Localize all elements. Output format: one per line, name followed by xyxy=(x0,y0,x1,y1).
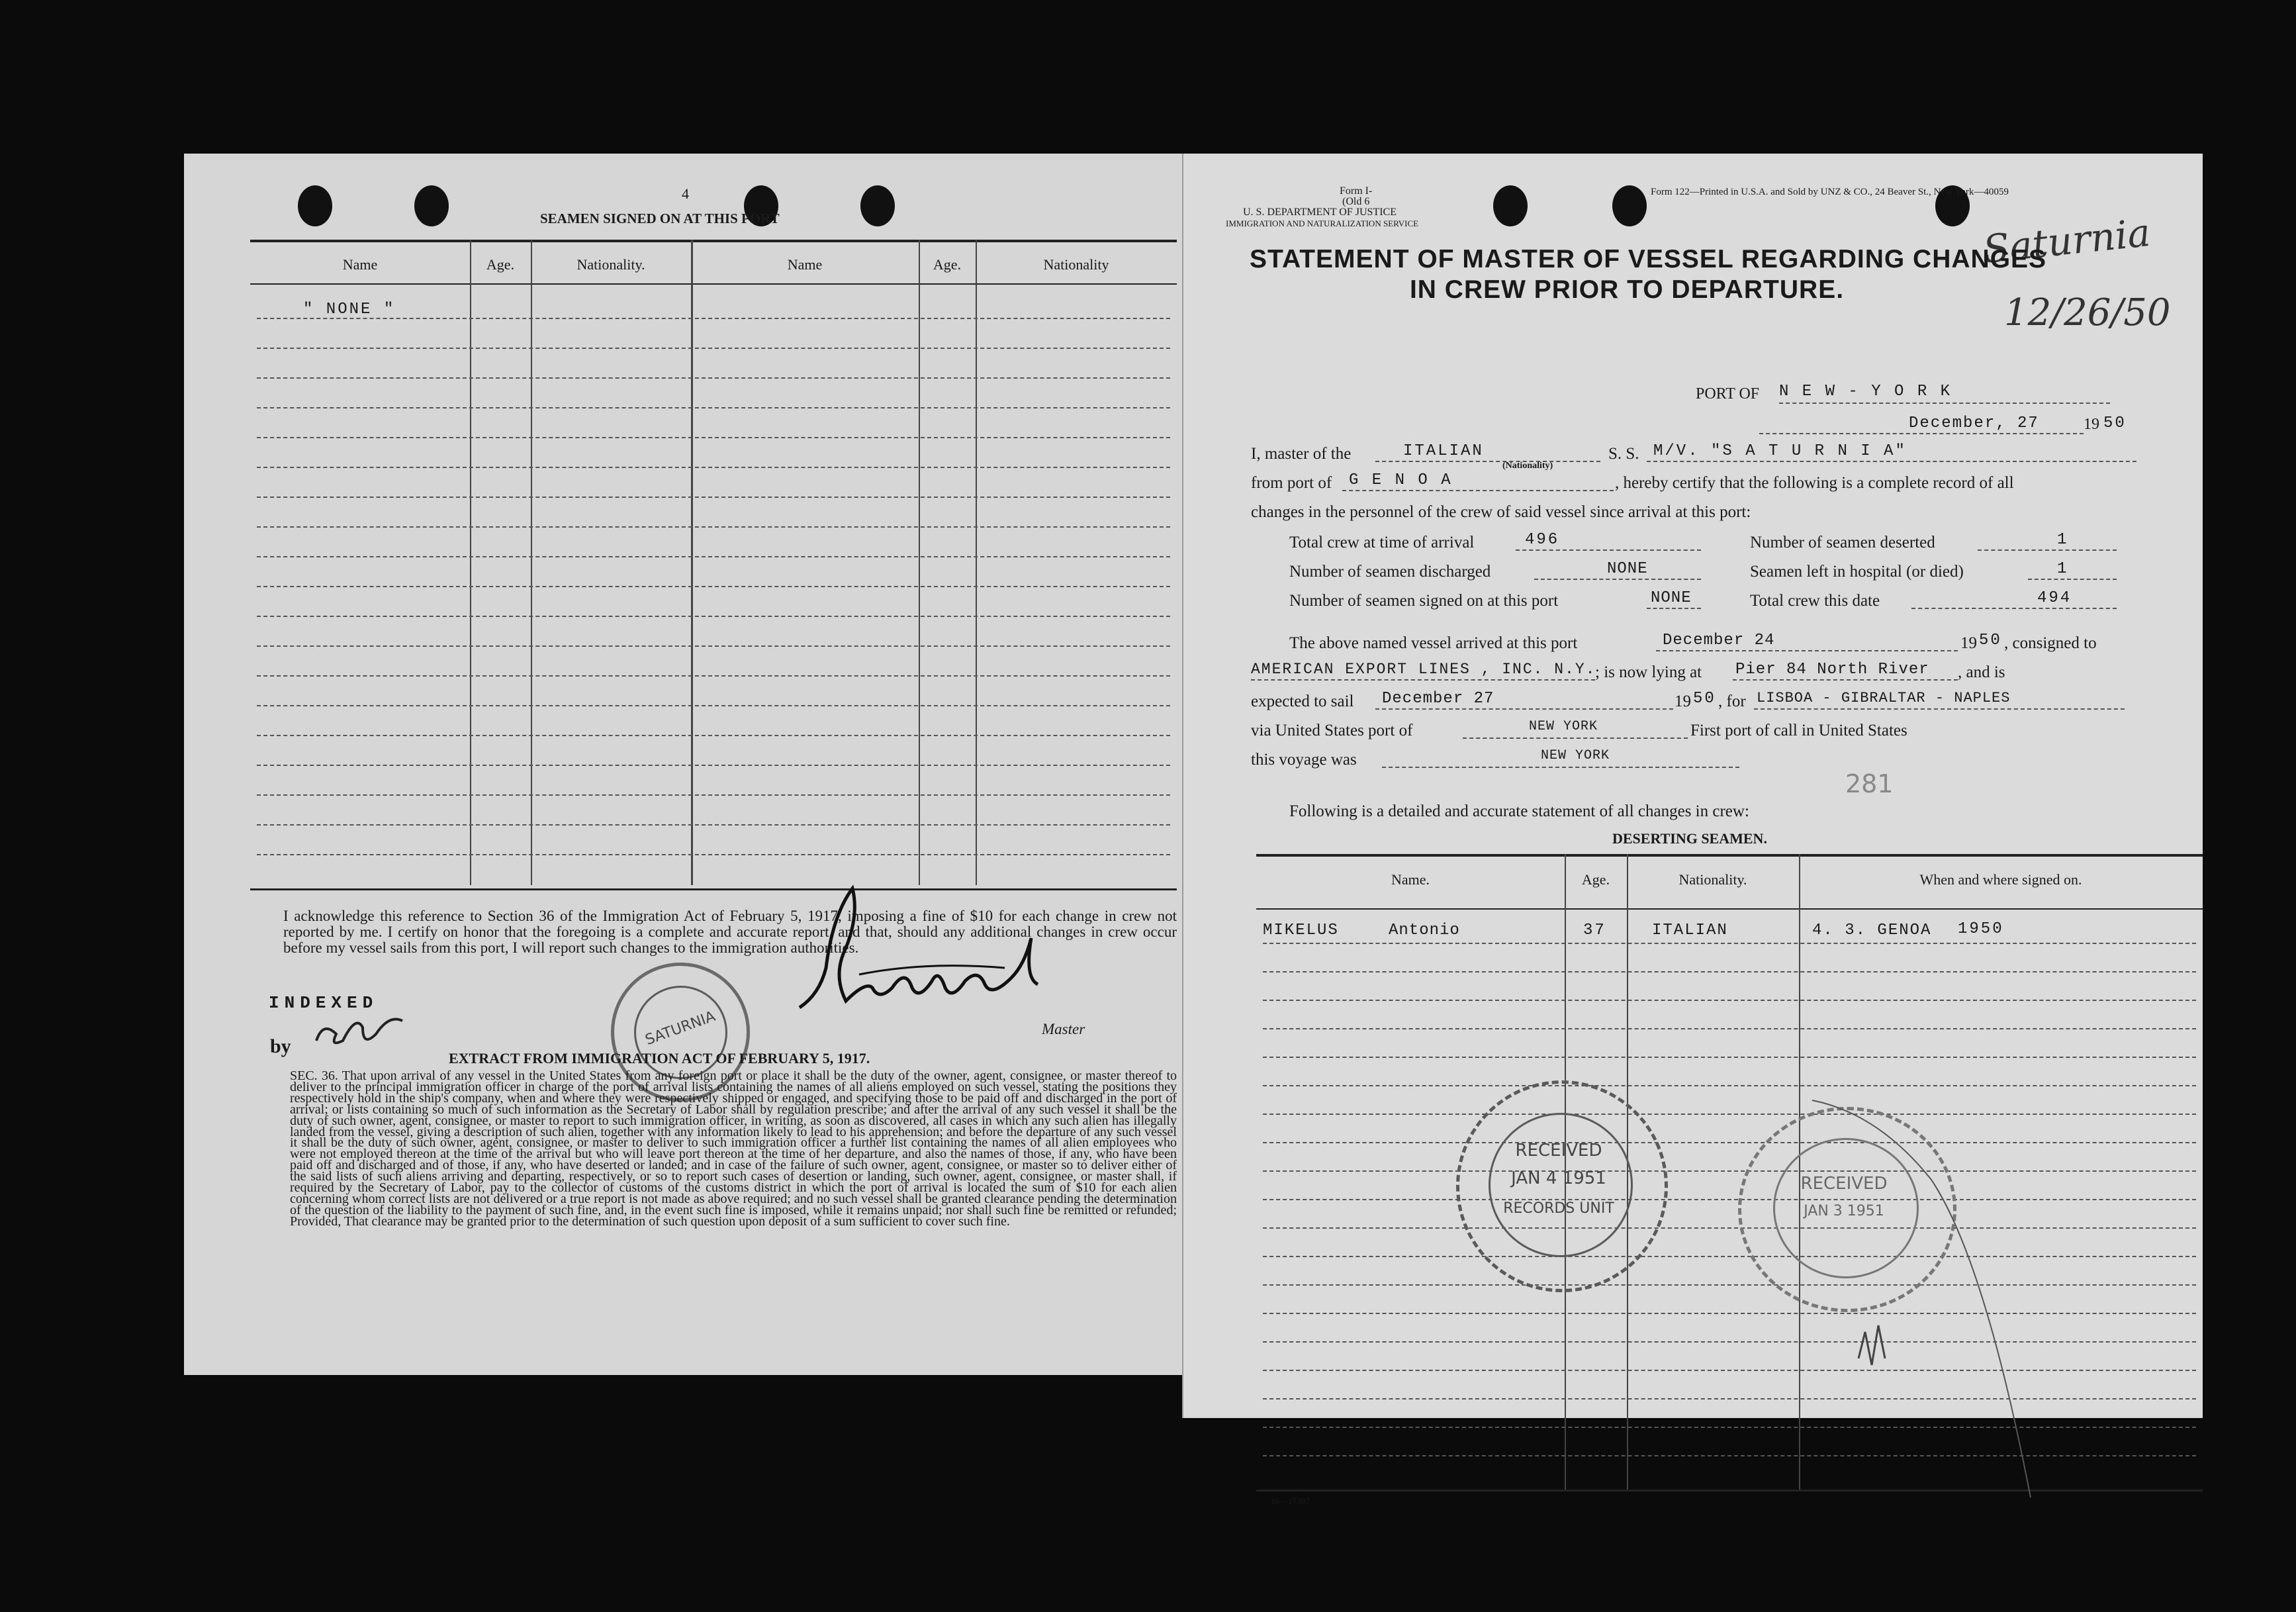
ruled-row-line xyxy=(1263,943,2196,944)
consignee-value: AMERICAN EXPORT LINES , INC. N.Y. xyxy=(1251,661,1596,678)
ruled-row-line xyxy=(1263,1284,2196,1286)
arrived-label: The above named vessel arrived at this port xyxy=(1289,634,1578,652)
col-header-nationality: Nationality. xyxy=(576,256,645,273)
deserted-label: Number of seamen deserted xyxy=(1750,534,1935,551)
ruled-row-line xyxy=(1263,1170,2196,1172)
hospital-label: Seamen left in hospital (or died) xyxy=(1750,563,1964,581)
ruled-row-line xyxy=(1263,1142,2196,1143)
ruled-row-line xyxy=(257,467,1170,468)
column-divider xyxy=(919,240,920,885)
signed-on-value: NONE xyxy=(1651,589,1692,607)
column-divider xyxy=(691,240,693,885)
hospital-value: 1 xyxy=(2057,560,2069,578)
ruled-row-line xyxy=(257,765,1170,766)
ruled-row-line xyxy=(257,407,1170,408)
desert-table-top xyxy=(1256,854,2203,857)
deserter-surname: MIKELUS xyxy=(1263,922,1339,939)
department-label: U. S. DEPARTMENT OF JUSTICE xyxy=(1243,207,1397,218)
received-stamp-records-unit xyxy=(1456,1080,1668,1292)
port-label: PORT OF xyxy=(1696,385,1760,403)
table-top-rule xyxy=(250,240,1177,242)
sail-year: 50 xyxy=(1693,690,1716,708)
received-stamp2-line1: RECEIVED xyxy=(1800,1174,1888,1194)
punch-hole xyxy=(860,185,895,226)
discharged-label: Number of seamen discharged xyxy=(1289,563,1491,581)
ruled-row-line xyxy=(1263,1398,2196,1399)
master-label: Master xyxy=(1042,1021,1085,1037)
service-label: IMMIGRATION AND NATURALIZATION SERVICE xyxy=(1226,218,1419,228)
lying-value: Pier 84 North River xyxy=(1735,661,1929,679)
vessel-name-value: M/V. "S A T U R N I A" xyxy=(1653,442,1907,460)
form-title-line2: IN CREW PRIOR TO DEPARTURE. xyxy=(1409,275,1845,304)
footer-code: 16—17387 xyxy=(1271,1496,1310,1506)
ruled-row-line xyxy=(257,318,1170,319)
lying-label: ; is now lying at xyxy=(1595,663,1702,681)
consignee-underline xyxy=(1251,679,1595,681)
ruled-row-line xyxy=(1263,1000,2196,1001)
deserter-signed-year: 1950 xyxy=(1958,920,2004,938)
pencil-mark xyxy=(1792,1080,2044,1504)
consigned-label: , consigned to xyxy=(2004,634,2097,652)
column-divider xyxy=(470,240,471,885)
ruled-row-line xyxy=(1263,1028,2196,1029)
discharged-value: NONE xyxy=(1607,560,1648,578)
from-port-value: G E N O A xyxy=(1349,471,1453,489)
desert-col-header-name: Name. xyxy=(1391,871,1430,888)
first-port-label: First port of call in United States xyxy=(1690,722,1907,739)
section-title: SEAMEN SIGNED ON AT THIS PORT xyxy=(540,211,780,226)
deserted-value: 1 xyxy=(2057,531,2069,549)
deserting-title: DESERTING SEAMEN. xyxy=(1612,830,1767,847)
sail-value: December 27 xyxy=(1382,690,1494,708)
ruled-row-line xyxy=(257,348,1170,349)
master-of-label: I, master of the xyxy=(1251,445,1352,463)
col-header-name: Name xyxy=(342,256,378,273)
handwritten-vessel-name: Saturnia xyxy=(1981,209,2153,273)
acknowledgment-text: I acknowledge this reference to Section 36 of the Immigration Act of February 5, 1917, imposing a fine of $10 for each change in crew not reported by me. I certify on honor that the foregoing is a complete and accurate report, and that, should any additional changes in crew occur before my vessel sails from this port, I will report such changes to the immigration authorities. xyxy=(283,908,1177,956)
ruled-row-line xyxy=(1263,1370,2196,1371)
ruled-row-line xyxy=(1263,971,2196,972)
signed-on-underline xyxy=(1647,608,1701,609)
total-date-label: Total crew this date xyxy=(1750,592,1880,610)
following-text: Following is a detailed and accurate statement of all changes in crew: xyxy=(1289,802,1749,820)
signed-on-label: Number of seamen signed on at this port xyxy=(1289,592,1559,610)
year-value: 50 xyxy=(2103,414,2127,432)
ruled-row-line xyxy=(1263,1085,2196,1086)
deserter-age: 37 xyxy=(1583,922,1606,939)
punch-hole xyxy=(1493,185,1528,226)
discharged-underline xyxy=(1534,579,1701,580)
desert-table-header-rule xyxy=(1256,908,2203,910)
ruled-row-line xyxy=(1263,1427,2196,1428)
nationality-underline xyxy=(1375,461,1600,462)
col-header-nationality: Nationality xyxy=(1043,256,1109,273)
ss-label: S. S. xyxy=(1608,445,1639,463)
initials-signature xyxy=(310,1014,409,1054)
vessel-stamp-name: SATURNIA xyxy=(643,1008,718,1049)
ruled-row-line xyxy=(257,526,1170,528)
ruled-row-line xyxy=(257,437,1170,438)
desert-table-bottom xyxy=(1256,1490,2203,1492)
handwritten-date: 12/26/50 xyxy=(2004,291,2171,334)
date-value: December, 27 xyxy=(1909,414,2039,432)
port-underline xyxy=(1779,403,2110,404)
left-page xyxy=(184,154,1182,1375)
destination-underline xyxy=(1754,708,2125,710)
page-number: 4 xyxy=(682,185,689,202)
deserter-nationality: ITALIAN xyxy=(1652,922,1728,939)
from-port-label: from port of xyxy=(1251,474,1332,492)
received-stamp-line1: RECEIVED xyxy=(1515,1141,1602,1161)
col-header-name: Name xyxy=(787,256,823,273)
punch-hole xyxy=(414,185,449,226)
arrived-value: December 24 xyxy=(1663,632,1775,649)
hospital-underline xyxy=(2028,579,2117,580)
ruled-row-line xyxy=(1263,1199,2196,1200)
nationality-caption: (Nationality) xyxy=(1502,461,1553,471)
voyage-underline xyxy=(1382,767,1739,768)
desert-col-header-age: Age. xyxy=(1581,871,1610,888)
ruled-row-line xyxy=(257,824,1170,826)
sail-underline xyxy=(1375,708,1673,710)
ruled-row-line xyxy=(1263,1256,2196,1257)
expected-label: expected to sail xyxy=(1251,692,1354,710)
by-label: by xyxy=(270,1035,291,1057)
arrived-year-prefix: 19 xyxy=(1960,634,1977,652)
voyage-label: this voyage was xyxy=(1251,751,1357,769)
received-stamp2-line2: JAN 3 1951 xyxy=(1804,1203,1884,1219)
deserted-underline xyxy=(1978,549,2117,551)
via-value: NEW YORK xyxy=(1529,719,1598,734)
deserter-given-name: Antonio xyxy=(1389,922,1460,939)
certify-text: , hereby certify that the following is a complete record of all xyxy=(1615,474,2014,492)
via-underline xyxy=(1463,737,1688,739)
ruled-row-line xyxy=(257,854,1170,855)
port-value: N E W - Y O R K xyxy=(1779,383,1952,401)
date-underline xyxy=(1759,433,2084,434)
table-header-rule xyxy=(250,283,1177,285)
ruled-row-line xyxy=(257,586,1170,587)
desert-col-header-nationality: Nationality. xyxy=(1678,871,1747,888)
extract-text: SEC. 36. That upon arrival of any vessel in the United States from any foreign port or place it shall be the duty of the owner, agent, consignee, or master thereof to deliver to the principal immigration officer in charge of the port of arrival lists containing the names of all aliens employed on such vessel, stating the positions they respectively hold in the ship's company, when and where they were respectively shipped or engaged, and specifying those to be paid off and discharged in the port of arrival; or lists containing so much of such information as the Secretary of Labor shall by regulation prescribe; and after the arrival of any such vessel it shall be the duty of such owner, agent, consignee, or master to report to such immigration officer, in writing, as soon as discovered, all cases in which any such alien has illegally landed from the vessel, giving a description of such alien, together with any information likely to lead to his apprehension; and before the departure of any such vessel it shall be the duty of such owner, agent, consignee, or master to deliver to such immigration officer a further list containing the names of all alien employees who were not employed thereon at the time of the arrival but who will leave port thereon at the time of her departure, and also the names of those, if any, who have been paid off and discharged and of those, if any, who have deserted or landed; and in case of the failure of such owner, agent, consignee, or master so to deliver either of the said lists of such aliens arriving and departing, respectively, or so to report such cases of desertion or landing, such owner, agent, consignee, or master shall, if required by the Secretary of Labor, pay to the collector of customs of the customs district in which the port of arrival is located the sum of $10 for each alien concerning whom correct lists are not delivered or a true report is not made as above required; and no such vessel shall be granted clearance pending the determination of the question of the liability to the payment of such fine, and, in the event such fine is imposed, while it remains unpaid; nor shall such fine be remitted or refunded; Provided, That clearance may be granted prior to the determination of such question upon deposit of a sum sufficient to cover such fine. xyxy=(290,1068,1177,1229)
arrived-year: 50 xyxy=(1979,632,2002,649)
total-date-value: 494 xyxy=(2037,589,2072,607)
received-stamp-line3: RECORDS UNIT xyxy=(1503,1200,1614,1217)
year-prefix: 19 xyxy=(2084,416,2099,433)
ruled-row-line xyxy=(257,497,1170,498)
for-label: , for xyxy=(1718,692,1746,710)
form-old-number: (Old 6 xyxy=(1342,196,1370,207)
total-arrival-label: Total crew at time of arrival xyxy=(1289,534,1475,551)
ruled-row-line xyxy=(257,556,1170,557)
punch-hole xyxy=(1612,185,1647,226)
sail-year-prefix: 19 xyxy=(1675,692,1691,710)
ruled-row-line xyxy=(257,735,1170,736)
total-date-underline xyxy=(1911,608,2117,609)
ruled-row-line xyxy=(1263,1313,2196,1314)
vessel-underline xyxy=(1647,461,2136,462)
changes-text: changes in the personnel of the crew of said vessel since arrival at this port: xyxy=(1251,503,1751,521)
from-port-underline xyxy=(1342,490,1614,491)
ruled-row-line xyxy=(257,675,1170,677)
entry-none: " NONE " xyxy=(303,301,396,318)
col-header-age: Age. xyxy=(933,256,962,273)
ruled-row-line xyxy=(257,794,1170,796)
indexed-stamp: INDEXED xyxy=(269,993,379,1013)
nationality-value: ITALIAN xyxy=(1403,442,1484,460)
voyage-value: NEW YORK xyxy=(1541,748,1610,763)
ruled-row-line xyxy=(1263,1455,2196,1456)
and-is: , and is xyxy=(1958,663,2005,681)
received-stamp-line2: JAN 4 1951 xyxy=(1511,1168,1606,1188)
deserter-signed-on: 4. 3. GENOA xyxy=(1812,922,1932,939)
extract-title: EXTRACT FROM IMMIGRATION ACT OF FEBRUARY 5, 1917. xyxy=(449,1050,870,1067)
column-divider xyxy=(531,240,532,885)
column-divider xyxy=(976,240,977,885)
right-page xyxy=(1182,154,2203,1506)
ruled-row-line xyxy=(257,616,1170,617)
destination-value: LISBOA - GIBRALTAR - NAPLES xyxy=(1757,690,2011,706)
total-arrival-value: 496 xyxy=(1525,531,1560,549)
ruled-row-line xyxy=(257,645,1170,647)
ruled-row-line xyxy=(257,377,1170,379)
ruled-row-line xyxy=(1263,1057,2196,1058)
desert-col-header-signed: When and where signed on. xyxy=(1919,871,2082,888)
ruled-row-line xyxy=(1263,1227,2196,1229)
arrived-underline xyxy=(1656,650,1958,651)
lying-underline xyxy=(1733,679,1958,681)
col-header-age: Age. xyxy=(486,256,515,273)
total-arrival-underline xyxy=(1516,549,1701,551)
handwritten-number: 281 xyxy=(1845,769,1894,798)
form-number: Form I- xyxy=(1340,185,1373,197)
punch-hole xyxy=(298,185,332,226)
via-label: via United States port of xyxy=(1251,722,1413,739)
ruled-row-line xyxy=(1263,1114,2196,1115)
printer-line: Form 122—Printed in U.S.A. and Sold by UNZ & CO., 24 Beaver St., New York—40059 xyxy=(1651,187,2009,197)
form-title-line1: STATEMENT OF MASTER OF VESSEL REGARDING CHANGES xyxy=(1250,245,2047,273)
ruled-row-line xyxy=(1263,1341,2196,1343)
ruled-row-line xyxy=(257,705,1170,706)
